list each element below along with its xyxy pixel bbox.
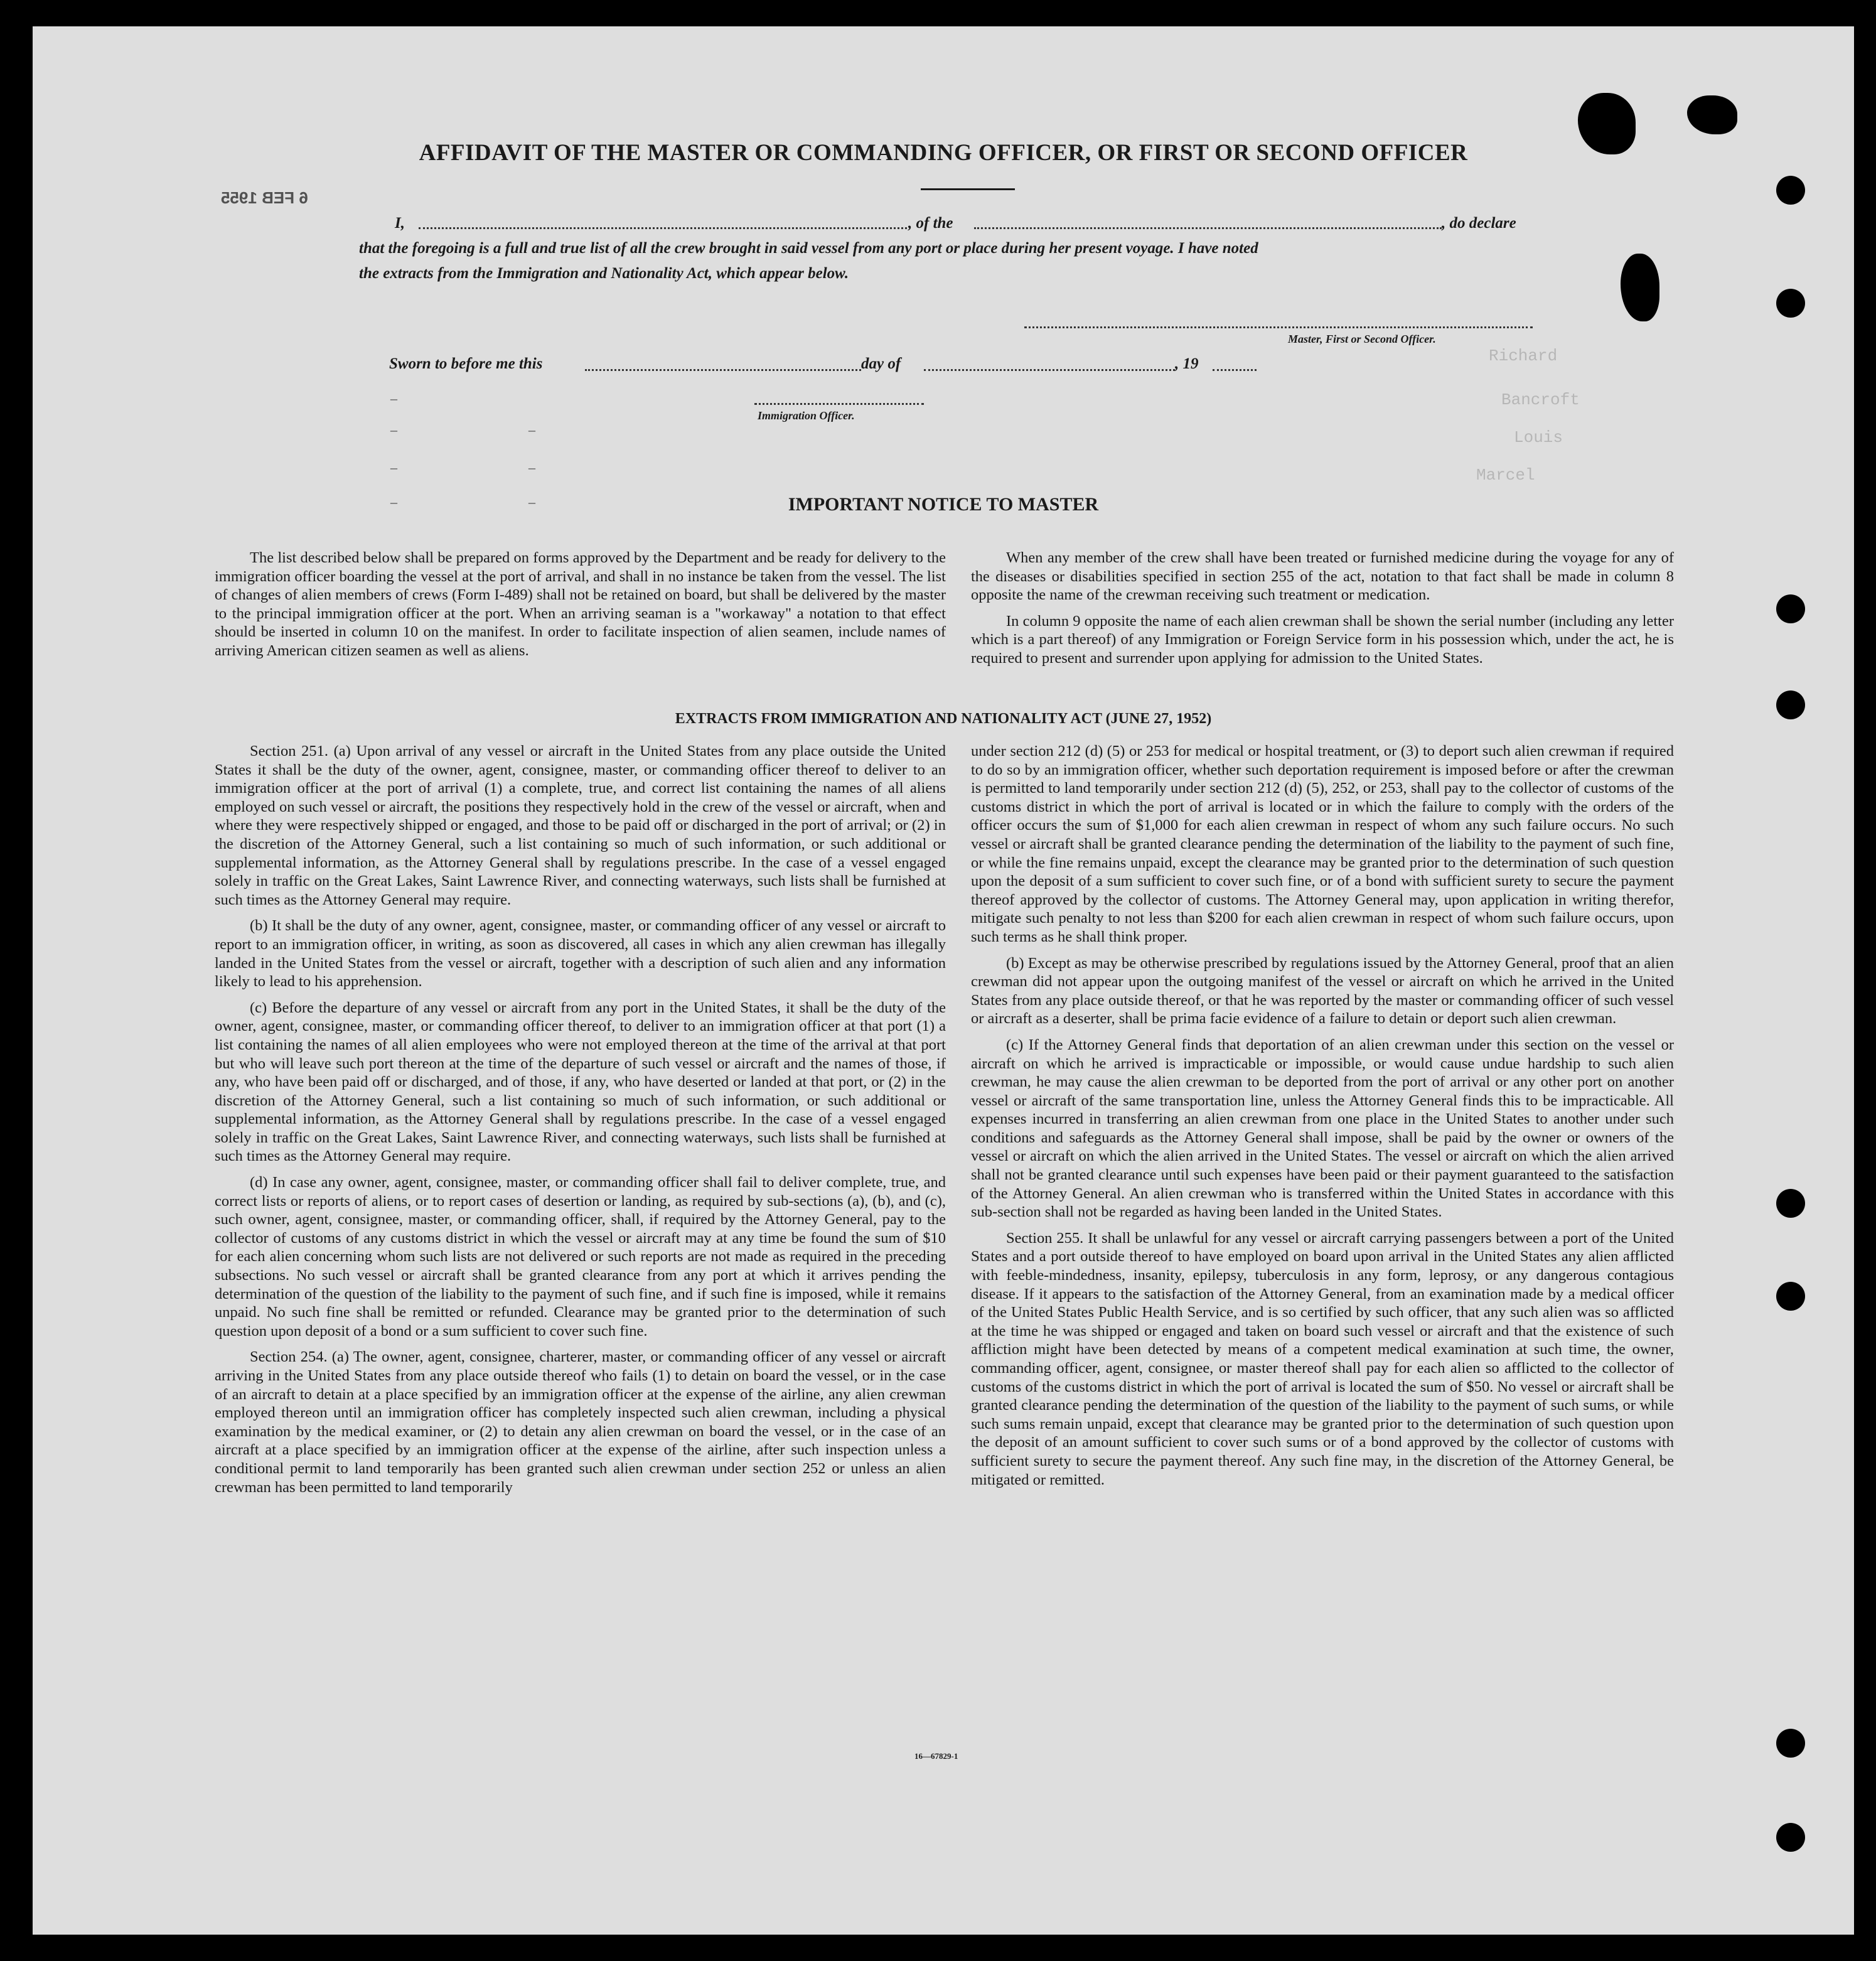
document-page (33, 26, 1854, 1935)
affidavit-title: AFFIDAVIT OF THE MASTER OR COMMANDING OFFICER, OR FIRST OR SECOND OFFICER (419, 140, 1468, 166)
section-254b: (b) Except as may be otherwise prescribed by regulations issued by the Attorney General, proof that an alien crewman did not appear upon the outgoing manifest of the vessel or aircraft on which he arrived in the United States from any place outside thereof, or that he was reported by the master or commanding officer of such vessel or aircraft as a deserter, shall be prima facie evidence of a failure to detain or deport such alien crewman. (971, 954, 1674, 1028)
section-254a: Section 254. (a) The owner, agent, consignee, charterer, master, or commanding officer of any vessel or aircraft arriving in the United States from any place outside thereof who fails (1) to detain on board the vessel, or in the case of an aircraft to detain at a place specified by an immigration officer at the expense of the airline, any alien crewman employed thereon until an immigration officer has completely inspected such alien crewman, including a physical examination by the medical examiner, or (2) to detain any alien crewman on board the vessel, or in the case of an aircraft at a place specified by an immigration officer at the expense of the airline, after such inspection unless a conditional permit to land temporarily has been granted such alien crewman under section 252 or unless an alien crewman has been permitted to land temporarily (215, 1348, 946, 1496)
affiant-label: I, (395, 215, 405, 232)
form-number: 16—67829-1 (914, 1751, 958, 1761)
punch-hole (1776, 1729, 1805, 1758)
notice-paragraph: In column 9 opposite the name of each alien crewman shall be shown the serial number (including any letter which is a part thereof) of any Immigration or Foreign Service form in his possession which, under the act, he is required to present and surrender upon applying for admission to the United States. (971, 612, 1674, 667)
extracts-right-column (971, 742, 1674, 1496)
vessel-name-field[interactable] (974, 227, 1442, 229)
dash-mark: – (390, 390, 397, 406)
punch-hole (1776, 1189, 1805, 1218)
section-254c: (c) If the Attorney General finds that deportation of an alien crewman under this section on the vessel or aircraft on which he arrived is impracticable or impossible, or would cause undue hardship to such alien crewman, he may cause the alien crewman to be deported from the port of arrival or any other port on another vessel or aircraft of the same transportation line, unless the Attorney General finds this to be impracticable. All expenses incurred in transferring an alien crewman from one place in the United States to another under such conditions and safeguards as the Attorney General shall impose, shall be paid by the owner or owners of the vessel or aircraft on which the alien arrived in the United States. The vessel or aircraft on which the alien arrived shall not be granted clearance until such expenses have been paid or their payment guaranteed to the satisfaction of the Attorney General. An alien crewman who is transferred within the United States in accordance with this sub-section shall not be regarded as having been landed in the United States. (971, 1036, 1674, 1221)
title-rule (921, 188, 1015, 190)
dash-mark: – (528, 422, 535, 438)
section-254a-continued: under section 212 (d) (5) or 253 for medical or hospital treatment, or (3) to deport such alien crewman if required to do so by an immigration officer, whether such deportation requirement is imposed before or after the crewman is permitted to land temporarily under section 212 (d) (5), 252, or 253, shall pay to the collector of customs of the customs district in which the port of arrival is located or in which the failure to comply with the orders of the officer occurs the sum of $1,000 for each alien crewman in respect of whom any such failure occurs. No such vessel or aircraft shall be granted clearance pending the determination of the liability to the payment of such fine, or while the fine remains unpaid, except the clearance may be granted prior to the determination of such question upon the deposit of a sum sufficient to cover such fine, or of a bond with sufficient surety to secure the payment thereof approved by the collector of customs. The Attorney General may, upon application in writing therefor, mitigate such penalty to not less than $200 for each alien crewman in respect of whom such failure occurs, upon such terms as he shall think proper. (971, 743, 1674, 945)
dash-mark: – (390, 494, 397, 510)
immigration-officer-signature-field[interactable] (754, 403, 924, 405)
notice-left-column (215, 549, 946, 668)
bleed-through-text: Marcel (1476, 466, 1535, 485)
notice-right-column (971, 549, 1674, 675)
ink-blot (1621, 254, 1659, 321)
sworn-label: Sworn to before me this (389, 355, 543, 372)
of-the-label: , of the (908, 215, 953, 232)
affiant-name-field[interactable] (419, 227, 907, 229)
year-prefix: , 19 (1175, 355, 1199, 372)
sworn-month-field[interactable] (924, 369, 1175, 371)
punch-hole (1776, 176, 1805, 205)
date-stamp: 6 FEB 1955 (221, 188, 308, 207)
day-of-label: day of (861, 355, 901, 372)
declaration-line: the extracts from the Immigration and Nationality Act, which appear below. (359, 265, 849, 282)
immigration-officer-label: Immigration Officer. (758, 409, 855, 422)
extracts-left-column (215, 742, 946, 1504)
dash-mark: – (390, 459, 397, 475)
sworn-year-field[interactable] (1213, 369, 1257, 371)
extracts-title: EXTRACTS FROM IMMIGRATION AND NATIONALITY ACT (JUNE 27, 1952) (675, 711, 1212, 727)
notice-paragraph: When any member of the crew shall have been treated or furnished medicine during the voyage for any of the diseases or disabilities specified in section 255 of the act, notation to that fact shall be made in column 8 opposite the name of the crewman receiving such treatment or medication. (971, 549, 1674, 604)
master-signature-field[interactable] (1024, 326, 1533, 328)
bleed-through-text: Louis (1514, 428, 1563, 447)
declaration-line: that the foregoing is a full and true list of all the crew brought in said vessel from any port or place during her present voyage. I have noted (359, 240, 1258, 257)
dash-mark: – (528, 494, 535, 510)
punch-hole (1776, 1282, 1805, 1311)
bleed-through-text: Bancroft (1501, 390, 1580, 409)
notice-paragraph: The list described below shall be prepared on forms approved by the Department and be ready for delivery to the immigration officer boarding the vessel at the port of arrival, and shall in no instance be taken from the vessel. The list of changes of alien members of crews (Form I-489) shall not be retained on board, but shall be delivered by the master to the principal immigration officer at the port. When an arriving seaman is a "workaway" a notation to that effect should be inserted in column 10 on the manifest. In order to facilitate inspection of alien seamen, include names of arriving American citizen seamen as well as aliens. (215, 549, 946, 659)
section-255: Section 255. It shall be unlawful for any vessel or aircraft carrying passengers between a port of the United States and a port outside thereof to have employed on board upon arrival in the United States any alien afflicted with feeble-mindedness, insanity, epilepsy, tuberculosis in any form, leprosy, or any dangerous contagious disease. If it appears to the satisfaction of the Attorney General, from an examination made by a medical officer of the United States Public Health Service, and is so certified by such officer, that any such alien was so afflicted at the time he was shipped or engaged and taken on board such vessel or aircraft and that the existence of such affliction might have been detected by means of a competent medical examination at such time, the owner, commanding officer, agent, consignee, or master thereof shall pay for each alien so afflicted to the collector of customs of the customs district in which the port of arrival is located the sum of $50. No vessel or aircraft shall be granted clearance pending the determination of the question of the liability to the payment of such sums, or while such sums remain unpaid, except that clearance may be granted prior to the determination of such question upon the deposit of an amount sufficient to cover such sums or of a bond approved by the collector of customs with sufficient surety to secure the payment thereof. Any such fine may, in the discretion of the Attorney General, be mitigated or remitted. (971, 1229, 1674, 1488)
section-251a: Section 251. (a) Upon arrival of any vessel or aircraft in the United States from any place outside the United States it shall be the duty of the owner, agent, consignee, master, or commanding officer thereof to deliver to an immigration officer at the port of arrival (1) a complete, true, and correct list containing the names of all aliens employed on such vessel or aircraft, the positions they respectively hold in the crew of the vessel or aircraft, when and where they were respectively shipped or engaged, and those to be paid off or discharged in the port of arrival; or (2) in the discretion of the Attorney General, such a list containing so much of such information, or such additional or supplemental information, as the Attorney General shall by regulations prescribe. In the case of a vessel engaged solely in traffic on the Great Lakes, Saint Lawrence River, and connecting waterways, such lists shall be furnished at such times as the Attorney General may require. (215, 743, 946, 908)
punch-hole (1776, 1823, 1805, 1852)
dash-mark: – (390, 422, 397, 438)
punch-hole (1776, 289, 1805, 318)
section-251b: (b) It shall be the duty of any owner, agent, consignee, master, or commanding officer of any vessel or aircraft to report to an immigration officer, in writing, as soon as discovered, all cases in which any alien crewman has illegally landed in the United States from the vessel or aircraft, together with a description of such alien and any information likely to lead to his apprehension. (215, 917, 946, 991)
section-251d: (d) In case any owner, agent, consignee, master, or commanding officer shall fail to deliver complete, true, and correct lists or reports of aliens, or to report cases of desertion or landing, as required by sub-sections (a), (b), and (c), such owner, agent, consignee, master, or commanding officer, shall, if required by the Attorney General, pay to the collector of customs of any customs district in which the vessel or aircraft may at any time be found the sum of $10 for each alien concerning whom such lists are not delivered or such reports are not made as required in the preceding subsections. No such vessel or aircraft shall be granted clearance from any port at which it arrives pending the determination of the question of the liability to the payment of such fine, and if such fine is imposed, while it remains unpaid. No such fine shall be remitted or refunded. Clearance may be granted prior to the determination of such question upon deposit of a bond or a sum sufficient to cover such fine. (215, 1174, 946, 1340)
do-declare-label: , do declare (1442, 215, 1516, 232)
notice-title: IMPORTANT NOTICE TO MASTER (788, 494, 1099, 515)
dash-mark: – (528, 459, 535, 475)
section-251c: (c) Before the departure of any vessel or aircraft from any port in the United States, it shall be the duty of the owner, agent, consignee, master, or commanding officer thereof, to deliver to an immigration officer at that port (1) a list containing the names of all alien employees who were not employed thereon at the time of the arrival at that port but who will leave such port thereon at the time of the departure of such vessel or aircraft and the names of those, if any, who have been paid off or discharged, and of those, if any, who have deserted or landed at that port, or (2) in the discretion of the Attorney General, such a list containing so much of such information, or such additional or supplemental information, as the Attorney General shall by regulations prescribe. In the case of a vessel engaged solely in traffic on the Great Lakes, Saint Lawrence River, and connecting waterways, such lists shall be furnished at such times as the Attorney General may require. (215, 999, 946, 1165)
sworn-day-field[interactable] (585, 369, 861, 371)
master-signature-label: Master, First or Second Officer. (1288, 333, 1436, 345)
punch-hole (1776, 594, 1805, 623)
bleed-through-text: Richard (1489, 347, 1558, 365)
ink-blot (1687, 95, 1737, 134)
